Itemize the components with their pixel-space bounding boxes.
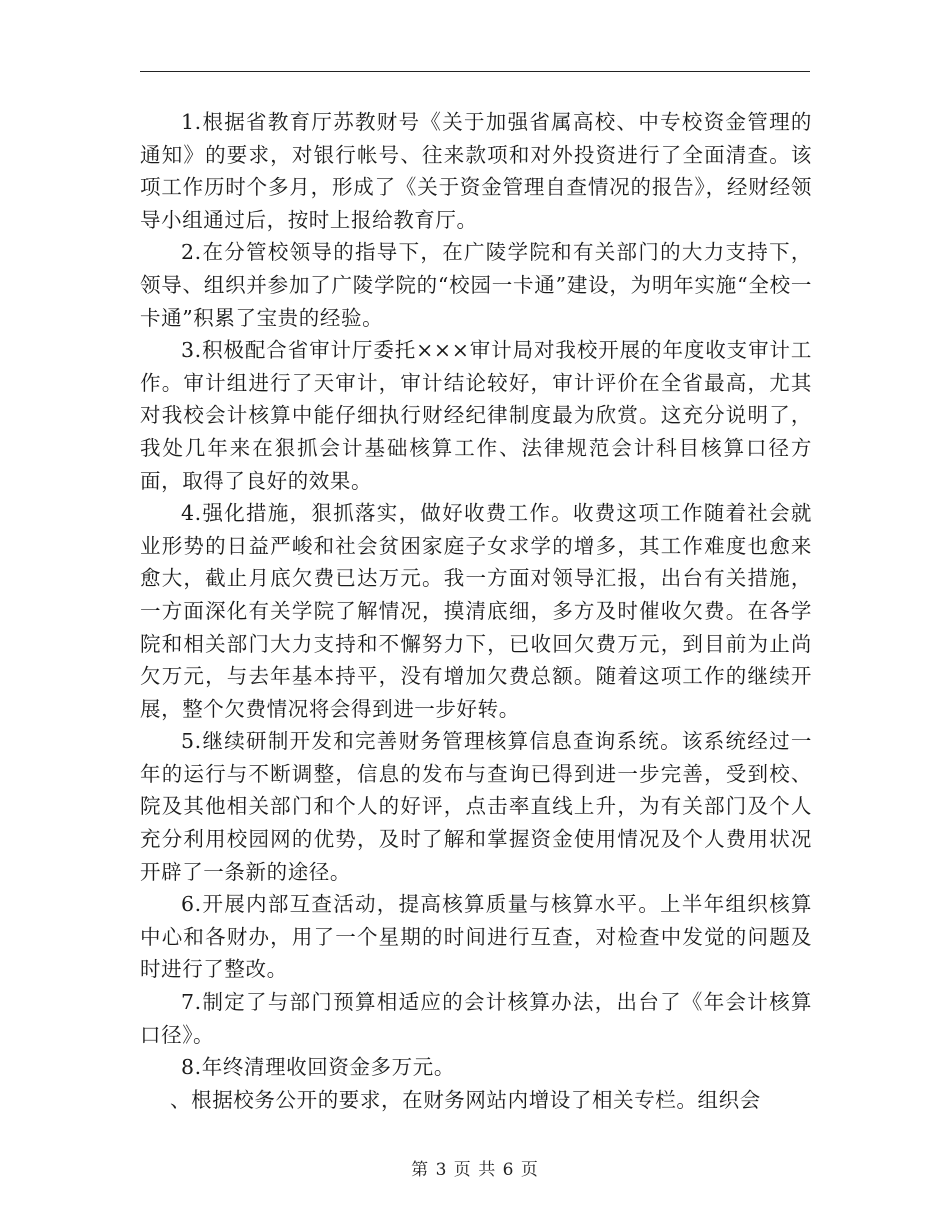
- paragraph-4: 4.强化措施，狠抓落实，做好收费工作。收费这项工作随着社会就业形势的日益严峻和社会贫困家庭子女求学的增多，其工作难度也愈来愈大，截止月底欠费已达万元。我一方面对领导汇报，出台有关措施，一方面深化有关学院了解情况，摸清底细，多方及时催收欠费。在各学院和相关部门大力支持和不懈努力下，已收回欠费万元，到目前为止尚欠万元，与去年基本持平，没有增加欠费总额。随着这项工作的继续开展，整个欠费情况将会得到进一步好转。: [140, 501, 812, 721]
- page-number-footer: 第 3 页 共 6 页: [411, 1160, 539, 1180]
- paragraph-2: 2.在分管校领导的指导下，在广陵学院和有关部门的大力支持下，领导、组织并参加了广陵学院的“校园一卡通”建设，为明年实施“全校一卡通”积累了宝贵的经验。: [140, 240, 812, 330]
- paragraph-1: 1.根据省教育厅苏教财号《关于加强省属高校、中专校资金管理的通知》的要求，对银行帐号、往来款项和对外投资进行了全面清查。该项工作历时个多月，形成了《关于资金管理自查情况的报告》，经财经领导小组通过后，按时上报给教育厅。: [140, 110, 812, 232]
- header-rule: [140, 71, 810, 72]
- paragraph-5: 5.继续研制开发和完善财务管理核算信息查询系统。该系统经过一年的运行与不断调整，信息的发布与查询已得到进一步完善，受到校、院及其他相关部门和个人的好评，点击率直线上升，为有关部门及个人充分利用校园网的优势，及时了解和掌握资金使用情况及个人费用状况开辟了一条新的途径。: [140, 729, 812, 884]
- paragraph-9: 、根据校务公开的要求，在财务网站内增设了相关专栏。组织会: [170, 1087, 761, 1112]
- paragraph-8: 8.年终清理收回资金多万元。: [181, 1055, 455, 1080]
- document-body: [140, 106, 812, 1116]
- paragraph-3: 3.积极配合省审计厅委托×××审计局对我校开展的年度收支审计工作。审计组进行了天审计，审计结论较好，审计评价在全省最高，尤其对我校会计核算中能仔细执行财经纪律制度最为欣赏。这充分说明了，我处几年来在狠抓会计基础核算工作、法律规范会计科目核算口径方面，取得了良好的效果。: [140, 338, 812, 493]
- paragraph-6: 6.开展内部互查活动，提高核算质量与核算水平。上半年组织核算中心和各财办，用了一个星期的时间进行互查，对检查中发觉的问题及时进行了整改。: [140, 892, 812, 982]
- paragraph-7: 7.制定了与部门预算相适应的会计核算办法，出台了《年会计核算口径》。: [140, 990, 812, 1047]
